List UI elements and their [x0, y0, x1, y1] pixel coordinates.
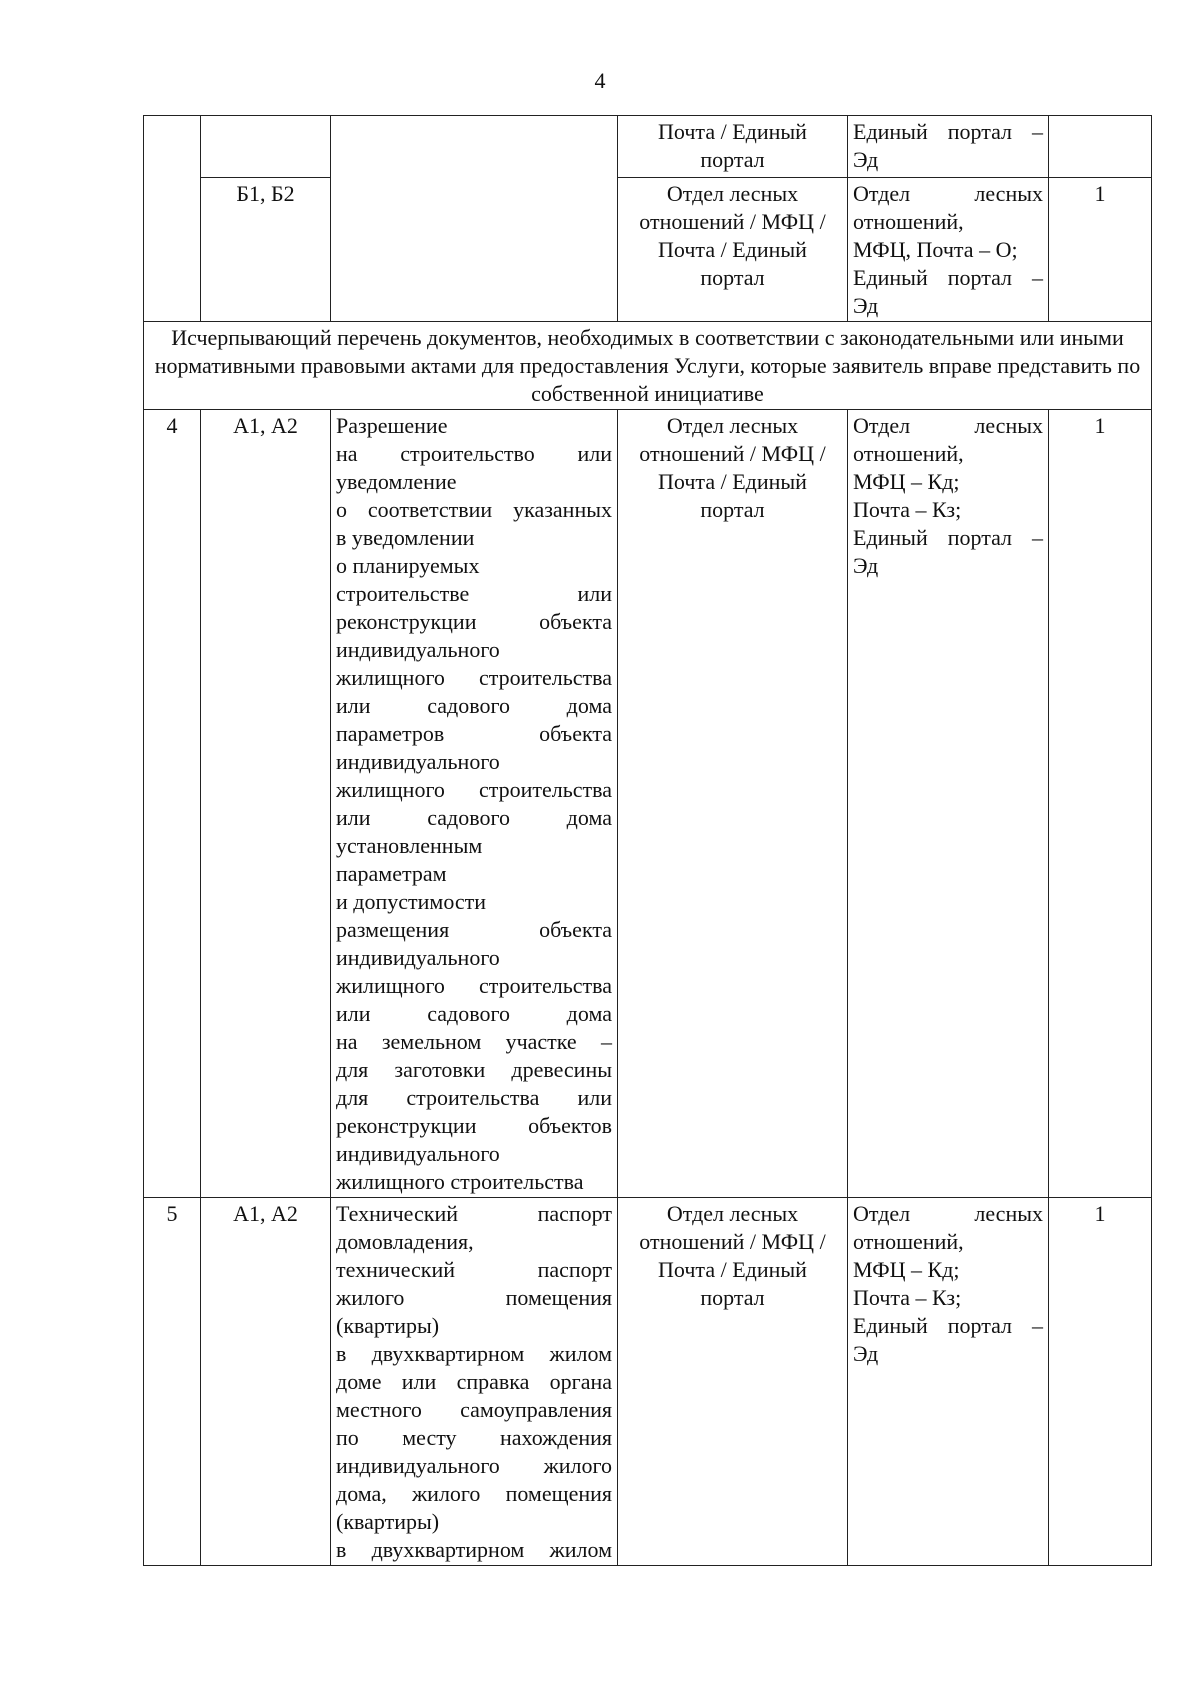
document-line: в двухквартирном жилом — [336, 1341, 612, 1366]
submission-form-cell — [848, 178, 1049, 322]
submission-form-line: отношений, — [853, 209, 964, 234]
document-name-cell — [331, 1198, 618, 1566]
quantity-cell: 1 — [1049, 410, 1152, 1198]
document-line: на земельном участке – — [336, 1029, 612, 1054]
document-line: дома, жилого помещения — [336, 1481, 612, 1506]
document-name-cell — [331, 116, 618, 322]
submission-place-cell — [618, 410, 848, 1198]
document-line: в двухквартирном жилом — [336, 1537, 612, 1562]
applicant-group-cell: А1, А2 — [201, 410, 331, 1198]
document-line: для строительства или — [336, 1085, 612, 1110]
submission-form-line: Отдел лесных — [853, 1201, 1043, 1226]
submission-place-line: портал — [700, 1285, 765, 1310]
quantity-cell: 1 — [1049, 178, 1152, 322]
row-number-cell — [144, 116, 201, 322]
document-line: в уведомлении — [336, 525, 475, 550]
applicant-group-cell: А1, А2 — [201, 1198, 331, 1566]
document-line: о планируемых — [336, 553, 480, 578]
document-line: установленным — [336, 833, 483, 858]
document-line: реконструкции объектов — [336, 1113, 612, 1138]
submission-place-line: Отдел лесных — [666, 1201, 799, 1226]
section-heading-row — [144, 322, 1152, 410]
document-line: технический паспорт — [336, 1257, 612, 1282]
document-line: индивидуального — [336, 749, 500, 774]
document-line: жилого помещения — [336, 1285, 612, 1310]
quantity-cell: 1 — [1049, 1198, 1152, 1566]
submission-place-line: отношений / МФЦ / — [639, 441, 826, 466]
submission-place-line: портал — [700, 147, 765, 172]
submission-form-cell — [848, 1198, 1049, 1566]
document-line: (квартиры) — [336, 1509, 440, 1534]
document-line: параметров объекта — [336, 721, 612, 746]
document-line: на строительство или — [336, 441, 612, 466]
submission-form-line: отношений, — [853, 441, 964, 466]
submission-form-line: МФЦ – Кд; — [853, 1257, 960, 1282]
document-line: доме или справка органа — [336, 1369, 612, 1394]
row-number-cell: 4 — [144, 410, 201, 1198]
submission-form-line: Единый портал – — [853, 525, 1043, 550]
document-line: домовладения, — [336, 1229, 474, 1254]
row-number-cell: 5 — [144, 1198, 201, 1566]
submission-place-line: отношений / МФЦ / — [639, 1229, 826, 1254]
document-line: реконструкции объекта — [336, 609, 612, 634]
document-line: индивидуального — [336, 945, 500, 970]
document-line: или садового дома — [336, 693, 612, 718]
submission-form-line: Эд — [853, 147, 879, 172]
submission-form-line: Эд — [853, 1341, 879, 1366]
submission-place-line: Отдел лесных — [666, 181, 799, 206]
table-row — [144, 410, 1152, 1198]
submission-form-line: МФЦ – Кд; — [853, 469, 960, 494]
document-line: и допустимости — [336, 889, 487, 914]
applicant-group-cell — [201, 116, 331, 178]
document-line: размещения объекта — [336, 917, 612, 942]
submission-form-line: Отдел лесных — [853, 181, 1043, 206]
submission-form-line: Эд — [853, 553, 879, 578]
document-line: жилищного строительства — [336, 973, 612, 998]
table-row — [144, 178, 1152, 322]
document-line: местного самоуправления — [336, 1397, 612, 1422]
applicant-group-cell: Б1, Б2 — [201, 178, 331, 322]
quantity-cell — [1049, 116, 1152, 178]
document-line: Разрешение — [336, 413, 448, 438]
submission-place-line: портал — [700, 265, 765, 290]
document-line: уведомление — [336, 469, 457, 494]
submission-form-line: Отдел лесных — [853, 413, 1043, 438]
submission-place-cell — [618, 178, 848, 322]
page-number: 4 — [594, 68, 606, 93]
submission-form-line: Эд — [853, 293, 879, 318]
document-line: по месту нахождения — [336, 1425, 612, 1450]
document-line: для заготовки древесины — [336, 1057, 612, 1082]
table-row — [144, 116, 1152, 178]
submission-place-line: Отдел лесных — [666, 413, 799, 438]
submission-place-line: отношений / МФЦ / — [639, 209, 826, 234]
submission-form-line: Почта – Кз; — [853, 1285, 962, 1310]
document-line: жилищного строительства — [336, 777, 612, 802]
document-line: Технический паспорт — [336, 1201, 612, 1226]
submission-place-line: портал — [700, 497, 765, 522]
submission-form-line: Единый портал – — [853, 119, 1043, 144]
document-line: жилищного строительства — [336, 665, 612, 690]
submission-place-line: Почта / Единый — [658, 469, 807, 494]
submission-place-cell — [618, 116, 848, 178]
submission-form-line: МФЦ, Почта – О; — [853, 237, 1018, 262]
document-line: о соответствии указанных — [336, 497, 612, 522]
submission-place-cell — [618, 1198, 848, 1566]
submission-form-cell — [848, 116, 1049, 178]
submission-place-line: Почта / Единый — [658, 119, 807, 144]
document-line: строительстве или — [336, 581, 612, 606]
submission-form-line: Единый портал – — [853, 1313, 1043, 1338]
submission-form-line: Единый портал – — [853, 265, 1043, 290]
submission-form-line: Почта – Кз; — [853, 497, 962, 522]
document-line: индивидуального жилого — [336, 1453, 612, 1478]
document-line: или садового дома — [336, 805, 612, 830]
submission-form-line: отношений, — [853, 1229, 964, 1254]
document-line: параметрам — [336, 861, 447, 886]
document-line: или садового дома — [336, 1001, 612, 1026]
submission-form-cell — [848, 410, 1049, 1198]
section-heading: Исчерпывающий перечень документов, необходимых в соответствии с законодательными или иными нормативными правовыми актами для предоставления Услуги, которые заявитель вправе представить по собственной инициативе — [144, 322, 1152, 410]
document-line: индивидуального — [336, 1141, 500, 1166]
document-name-cell — [331, 410, 618, 1198]
document-line: жилищного строительства — [336, 1169, 584, 1194]
document-line: индивидуального — [336, 637, 500, 662]
documents-table — [143, 115, 1152, 1566]
submission-place-line: Почта / Единый — [658, 237, 807, 262]
table-row — [144, 1198, 1152, 1566]
submission-place-line: Почта / Единый — [658, 1257, 807, 1282]
document-line: (квартиры) — [336, 1313, 440, 1338]
